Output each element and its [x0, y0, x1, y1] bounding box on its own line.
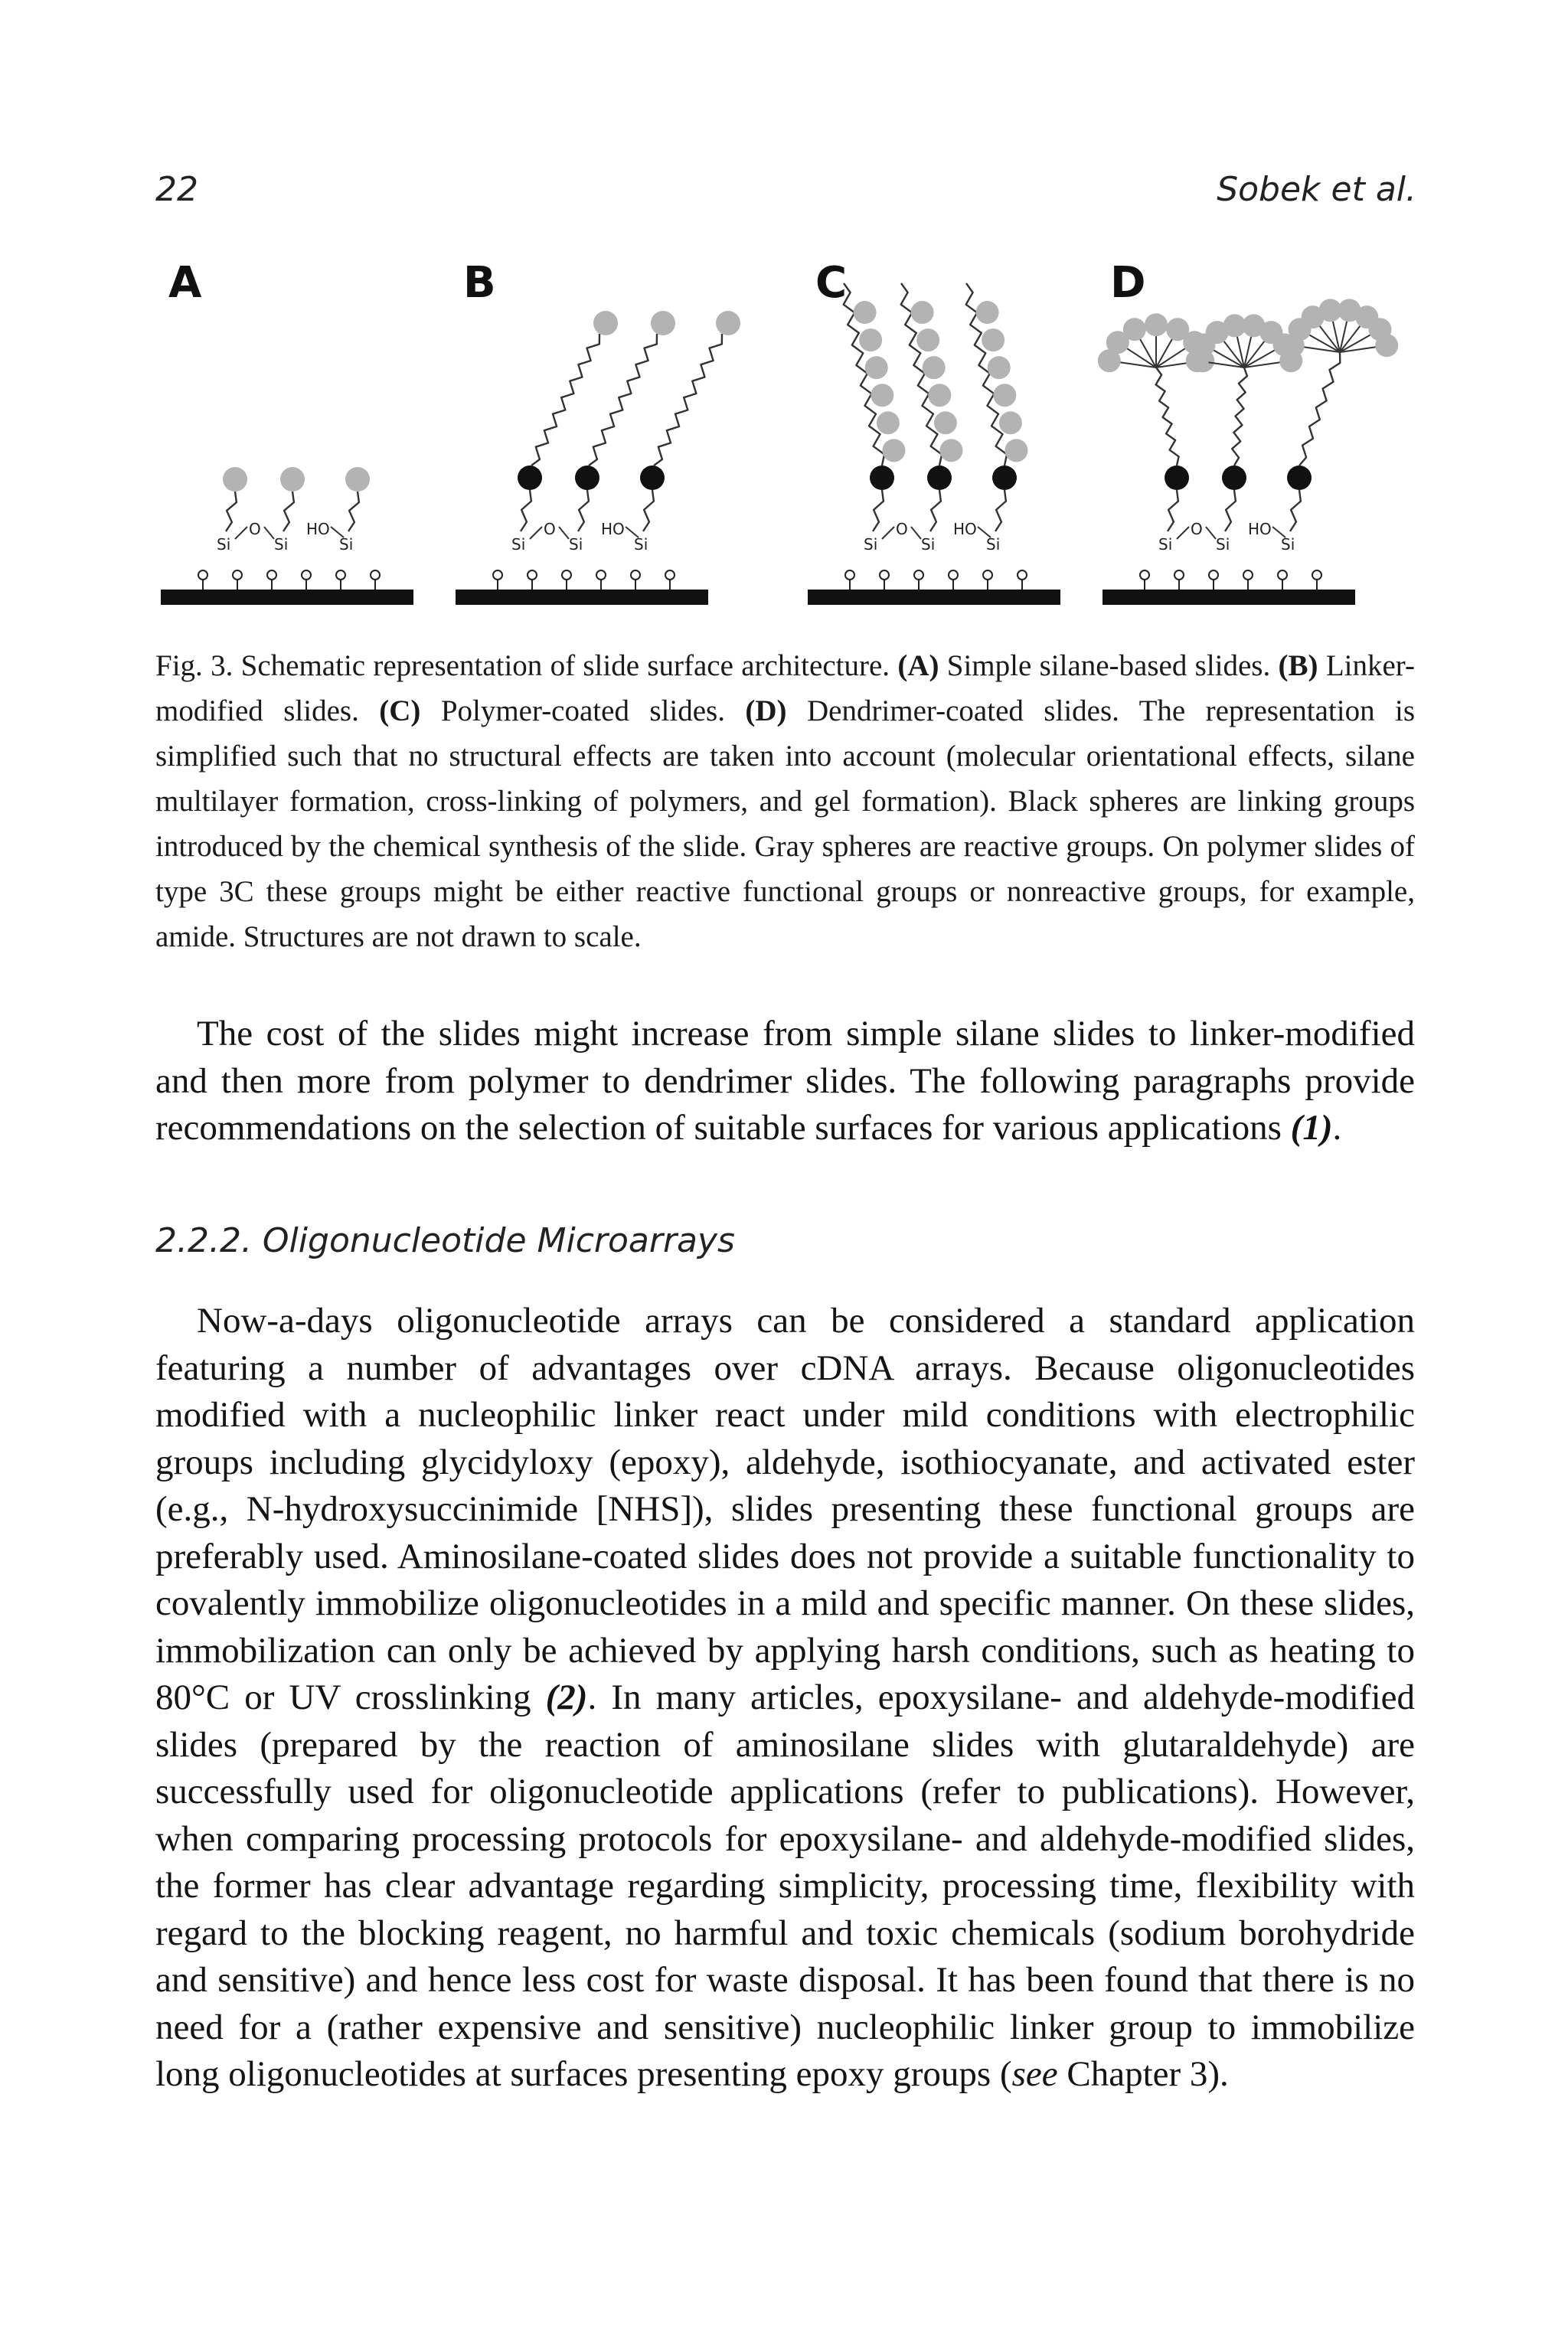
polymer-reactive-sphere — [877, 411, 900, 434]
reactive-group-sphere — [651, 311, 675, 335]
polymer-reactive-sphere — [859, 328, 882, 351]
silane-chain — [1225, 490, 1236, 531]
caption-fig-label: Fig. 3. — [155, 649, 234, 682]
surface-oh-group — [631, 570, 640, 580]
silane-chain — [995, 490, 1006, 531]
surface-oh-group — [983, 570, 992, 580]
si-o-bond — [235, 527, 247, 539]
linker-chain — [654, 334, 722, 466]
linking-group-sphere — [870, 466, 894, 490]
surface-oh-group — [371, 570, 380, 580]
atom-ho: HO — [953, 520, 977, 538]
surface-oh-group — [1209, 570, 1218, 580]
polymer-reactive-sphere — [865, 356, 888, 379]
dendrimer-stem — [1232, 368, 1247, 466]
atom-o: O — [544, 520, 556, 538]
atom-si: Si — [986, 535, 1001, 554]
polymer-reactive-sphere — [934, 411, 957, 434]
atom-o: O — [896, 520, 908, 538]
si-o-bond — [1177, 527, 1189, 539]
polymer-reactive-sphere — [993, 384, 1016, 407]
surface-oh-group — [302, 570, 311, 580]
atom-si: Si — [1216, 535, 1230, 554]
reference-2: (2) — [545, 1677, 588, 1717]
polymer-reactive-sphere — [911, 301, 934, 324]
running-head — [0, 170, 1568, 216]
silane-chain — [521, 490, 531, 531]
ho-si-bond — [331, 527, 344, 537]
figure-3 — [153, 253, 1416, 620]
linking-group-sphere — [518, 466, 542, 490]
atom-si: Si — [634, 535, 648, 554]
linking-group-sphere — [575, 466, 599, 490]
surface-oh-group — [233, 570, 242, 580]
o-si-bond — [1206, 527, 1216, 539]
atom-si: Si — [339, 535, 354, 554]
atom-ho: HO — [601, 520, 625, 538]
surface-oh-group — [1174, 570, 1184, 580]
polymer-reactive-sphere — [976, 301, 999, 324]
linking-group-sphere — [927, 466, 952, 490]
atom-si: Si — [864, 535, 878, 554]
polymer-reactive-sphere — [988, 356, 1011, 379]
substrate-bar-b — [456, 590, 708, 605]
o-si-bond — [559, 527, 569, 539]
o-si-bond — [264, 527, 274, 539]
substrate-bar-c — [808, 590, 1060, 605]
reference-1: (1) — [1290, 1108, 1333, 1148]
paragraph-cost-text: The cost of the slides might increase from simple silane slides to linker-modified and then more from polymer to dendrimer slides. The following paragraphs provide recommendations on the selection of suitable surfaces for various applications (1). — [155, 1014, 1415, 1148]
surface-oh-group — [880, 570, 889, 580]
surface-oh-group — [665, 570, 675, 580]
running-head-authors: Sobek et al. — [1217, 170, 1416, 209]
dendrimer-stem — [1156, 368, 1179, 466]
dendrimer-reactive-sphere — [1145, 313, 1168, 336]
dendrimer-reactive-sphere — [1123, 318, 1146, 341]
surface-oh-group — [528, 570, 537, 580]
polymer-reactive-sphere — [882, 439, 905, 462]
dendrimer-reactive-sphere — [1375, 334, 1398, 357]
surface-oh-group — [1018, 570, 1027, 580]
slide-architecture-diagram — [153, 253, 1416, 620]
si-o-bond — [882, 527, 894, 539]
polymer-reactive-sphere — [982, 328, 1004, 351]
surface-oh-group — [267, 570, 276, 580]
surface-oh-group — [198, 570, 207, 580]
surface-oh-group — [493, 570, 502, 580]
atom-si: Si — [511, 535, 526, 554]
polymer-reactive-sphere — [871, 384, 893, 407]
caption-label-d: (D) — [745, 694, 787, 727]
caption-label-b: (B) — [1278, 649, 1318, 682]
silane-chain — [578, 490, 589, 531]
surface-oh-group — [1312, 570, 1321, 580]
surface-oh-group — [845, 570, 854, 580]
caption-label-c: (C) — [379, 694, 421, 727]
surface-oh-group — [1243, 570, 1253, 580]
ho-si-bond — [978, 527, 991, 537]
paragraph-cost — [155, 1011, 1415, 1152]
si-o-bond — [530, 527, 542, 539]
surface-oh-group — [1140, 570, 1149, 580]
linking-group-sphere — [1222, 466, 1246, 490]
atom-si: Si — [274, 535, 289, 554]
linking-group-sphere — [1287, 466, 1312, 490]
silane-chain — [1290, 490, 1301, 531]
silane-chain — [643, 490, 654, 531]
reactive-group-sphere — [280, 467, 305, 492]
atom-si: Si — [569, 535, 583, 554]
paragraph-oligonucleotide-text: Now-a-days oligonucleotide arrays can be considered a standard application featuring a number of advantages over cDNA arrays. Because oligonucleotides modified with a nucleophilic linker react under mild conditions with electrophilic groups including glycidyloxy (epoxy), aldehyde, isothiocyanate, and activated ester (e.g., N-hydroxysuccinimide [NHS]), slides presenting these functional groups are preferably used. Aminosilane-coated slides does not provide a suitable functionality to covalently immobilize oligonucleotides in a mild and specific manner. On these slides, immobilization can only be achieved by applying harsh conditions, such as heating to 80°C or UV crosslinking (2). In many articles, epoxysilane- and aldehyde-modified slides (prepared by the reaction of aminosilane slides with glutaraldehyde) are successfully used for oligonucleotide applications (refer to publications). However, when comparing processing protocols for epoxysilane- and aldehyde-modified slides, the former has clear advantage regarding simplicity, processing time, flexibility with regard to the blocking reagent, no harmful and toxic chemicals (sodium borohydride and sensitive) and hence less cost for waste disposal. It has been found that there is no need for a (rather expensive and sensitive) nucleophilic linker group to immobilize long oligonucleotides at surfaces presenting epoxy groups (see Chapter 3). — [155, 1301, 1415, 2094]
silane-chain — [348, 492, 359, 531]
polymer-reactive-sphere — [928, 384, 951, 407]
linking-group-sphere — [1165, 466, 1189, 490]
silane-chain — [226, 492, 237, 531]
linking-group-sphere — [640, 466, 665, 490]
polymer-reactive-sphere — [939, 439, 962, 462]
paragraph-oligonucleotide — [155, 1298, 1415, 2099]
surface-oh-group — [336, 570, 345, 580]
linker-chain — [531, 334, 599, 466]
reactive-group-sphere — [345, 467, 370, 492]
reactive-group-sphere — [223, 467, 247, 492]
atom-o: O — [1191, 520, 1203, 538]
panel-label-a: A — [168, 258, 202, 308]
linking-group-sphere — [992, 466, 1017, 490]
substrate-bar-d — [1102, 590, 1355, 605]
atom-ho: HO — [306, 520, 330, 538]
polymer-reactive-sphere — [854, 301, 877, 324]
silane-chain — [930, 490, 941, 531]
panel-label-d: D — [1110, 258, 1146, 308]
polymer-reactive-sphere — [1004, 439, 1027, 462]
section-heading: 2.2.2. Oligonucleotide Microarrays — [155, 1221, 735, 1260]
reactive-group-sphere — [716, 311, 740, 335]
o-si-bond — [911, 527, 921, 539]
atom-ho: HO — [1248, 520, 1272, 538]
atom-si: Si — [217, 535, 231, 554]
atom-si: Si — [1281, 535, 1295, 554]
surface-oh-group — [562, 570, 571, 580]
caption-text: Fig. 3. Schematic representation of slide surface architecture. (A) Simple silane-based slides. (B) Linker-modified slides. (C) Polymer-coated slides. (D) Dendrimer-coated slides. The representation is simplified such that no structural effects are taken into account (molecular orientational effects, silane multilayer formation, cross-linking of polymers, and gel formation). Black spheres are linking groups introduced by the chemical synthesis of the slide. Gray spheres are reactive groups. On polymer slides of type 3C these groups might be either reactive functional groups or nonreactive groups, for example, amide. Structures are not drawn to scale. — [155, 649, 1416, 953]
see-italic: see — [1011, 2054, 1058, 2094]
surface-oh-group — [949, 570, 958, 580]
dendrimer-stem — [1299, 352, 1340, 466]
linker-chain — [589, 334, 657, 466]
polymer-reactive-sphere — [999, 411, 1022, 434]
substrate-bar-a — [161, 590, 413, 605]
page-number: 22 — [155, 170, 198, 209]
reactive-group-sphere — [593, 311, 618, 335]
panel-label-b: B — [463, 258, 496, 308]
polymer-reactive-sphere — [916, 328, 939, 351]
panel-label-c: C — [815, 258, 848, 308]
surface-oh-group — [914, 570, 923, 580]
ho-si-bond — [1272, 527, 1285, 537]
atom-si: Si — [1158, 535, 1173, 554]
polymer-reactive-sphere — [923, 356, 946, 379]
atom-si: Si — [921, 535, 936, 554]
ho-si-bond — [626, 527, 639, 537]
caption-label-a: (A) — [897, 649, 939, 682]
silane-chain — [873, 490, 884, 531]
silane-chain — [1168, 490, 1178, 531]
surface-oh-group — [596, 570, 606, 580]
surface-oh-group — [1278, 570, 1287, 580]
figure-caption — [155, 643, 1415, 959]
atom-o: O — [249, 520, 261, 538]
silane-chain — [283, 492, 294, 531]
